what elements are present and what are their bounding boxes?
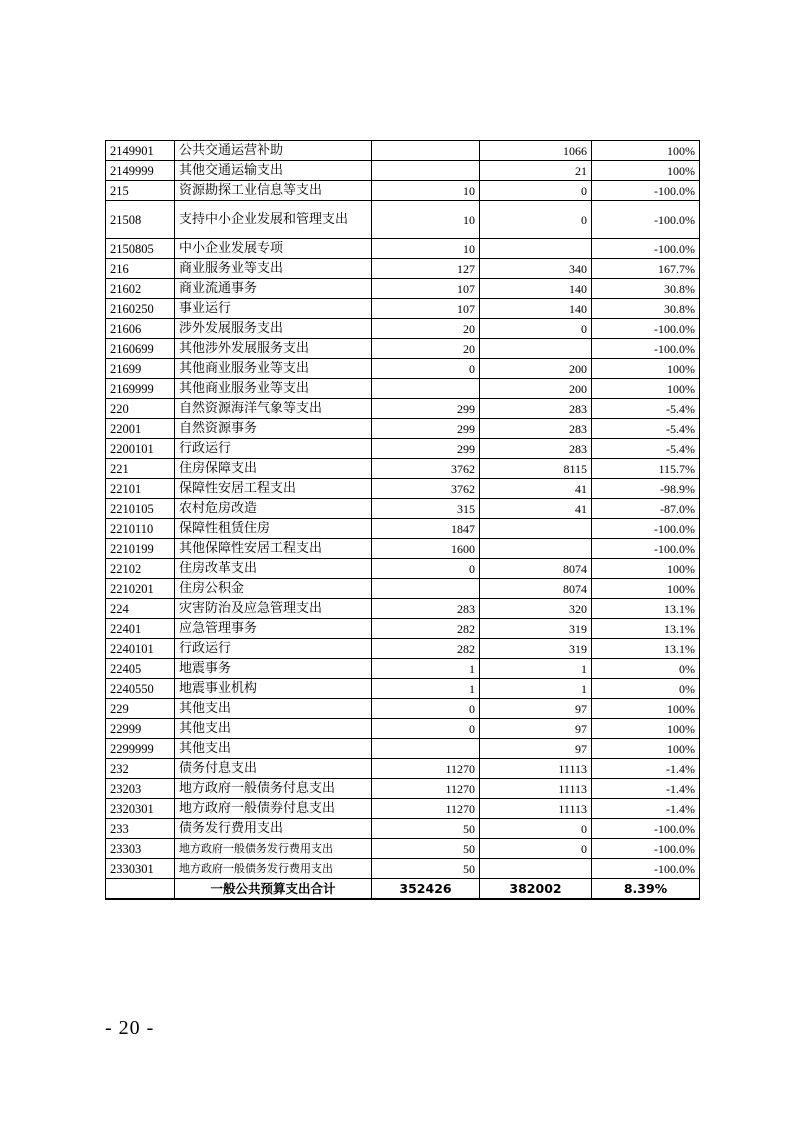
- item-code-cell: 23303: [106, 839, 175, 859]
- current-year-value-cell: 140: [480, 279, 592, 299]
- growth-rate-cell: 100%: [592, 379, 700, 399]
- prior-year-value-cell: 20: [372, 319, 480, 339]
- item-code-cell: 21508: [106, 201, 175, 239]
- growth-rate-cell: -1.4%: [592, 799, 700, 819]
- prior-year-value-cell: 107: [372, 279, 480, 299]
- current-year-value-cell: [480, 539, 592, 559]
- current-year-value-cell: [480, 859, 592, 879]
- item-name-cell: 中小企业发展专项: [175, 239, 372, 259]
- prior-year-value-cell: 0: [372, 719, 480, 739]
- growth-rate-cell: 100%: [592, 559, 700, 579]
- item-name-cell: 地震事务: [175, 659, 372, 679]
- current-year-value-cell: 283: [480, 419, 592, 439]
- item-code-cell: 2210110: [106, 519, 175, 539]
- current-year-value-cell: 340: [480, 259, 592, 279]
- growth-rate-cell: 100%: [592, 359, 700, 379]
- item-code-cell: 22405: [106, 659, 175, 679]
- item-code-cell: 2160699: [106, 339, 175, 359]
- table-row: [106, 759, 700, 779]
- current-year-value-cell: 200: [480, 379, 592, 399]
- prior-year-value-cell: 50: [372, 859, 480, 879]
- growth-rate-cell: 100%: [592, 699, 700, 719]
- table-row: [106, 279, 700, 299]
- current-year-value-cell: 8074: [480, 579, 592, 599]
- item-code-cell: 2320301: [106, 799, 175, 819]
- item-name-cell: 其他商业服务业等支出: [175, 359, 372, 379]
- prior-year-value-cell: 127: [372, 259, 480, 279]
- item-code-cell: 216: [106, 259, 175, 279]
- total-growth-rate-cell: 8.39%: [592, 879, 700, 900]
- item-code-cell: 21699: [106, 359, 175, 379]
- table-row: [106, 799, 700, 819]
- growth-rate-cell: 13.1%: [592, 639, 700, 659]
- item-name-cell: 资源勘探工业信息等支出: [175, 181, 372, 201]
- item-code-cell: 2299999: [106, 739, 175, 759]
- growth-rate-cell: -100.0%: [592, 239, 700, 259]
- item-name-cell: 保障性租赁住房: [175, 519, 372, 539]
- item-name-cell: 自然资源事务: [175, 419, 372, 439]
- item-name-cell: 其他支出: [175, 739, 372, 759]
- item-name-cell: 其他商业服务业等支出: [175, 379, 372, 399]
- table-row: [106, 739, 700, 759]
- item-code-cell: 2200101: [106, 439, 175, 459]
- growth-rate-cell: 167.7%: [592, 259, 700, 279]
- table-row: [106, 299, 700, 319]
- total-label-cell: 一般公共预算支出合计: [175, 879, 372, 900]
- current-year-value-cell: 140: [480, 299, 592, 319]
- prior-year-value-cell: 0: [372, 559, 480, 579]
- growth-rate-cell: -5.4%: [592, 419, 700, 439]
- total-current-year-cell: 382002: [480, 879, 592, 900]
- item-name-cell: 灾害防治及应急管理支出: [175, 599, 372, 619]
- current-year-value-cell: 320: [480, 599, 592, 619]
- prior-year-value-cell: 10: [372, 201, 480, 239]
- item-code-cell: 2240550: [106, 679, 175, 699]
- item-code-cell: 229: [106, 699, 175, 719]
- growth-rate-cell: 13.1%: [592, 619, 700, 639]
- item-name-cell: 保障性安居工程支出: [175, 479, 372, 499]
- growth-rate-cell: 30.8%: [592, 299, 700, 319]
- current-year-value-cell: 8074: [480, 559, 592, 579]
- current-year-value-cell: 21: [480, 161, 592, 181]
- table-row: [106, 579, 700, 599]
- prior-year-value-cell: 50: [372, 819, 480, 839]
- item-code-cell: 2169999: [106, 379, 175, 399]
- item-name-cell: 住房改革支出: [175, 559, 372, 579]
- table-row: [106, 719, 700, 739]
- item-code-cell: 2210201: [106, 579, 175, 599]
- table-row: [106, 779, 700, 799]
- table-row: [106, 559, 700, 579]
- growth-rate-cell: -100.0%: [592, 859, 700, 879]
- table-row: [106, 439, 700, 459]
- prior-year-value-cell: 11270: [372, 799, 480, 819]
- current-year-value-cell: 8115: [480, 459, 592, 479]
- current-year-value-cell: [480, 519, 592, 539]
- growth-rate-cell: -87.0%: [592, 499, 700, 519]
- prior-year-value-cell: 299: [372, 439, 480, 459]
- item-name-cell: 其他保障性安居工程支出: [175, 539, 372, 559]
- item-code-cell: 22101: [106, 479, 175, 499]
- prior-year-value-cell: 0: [372, 699, 480, 719]
- growth-rate-cell: -100.0%: [592, 339, 700, 359]
- prior-year-value-cell: 1600: [372, 539, 480, 559]
- growth-rate-cell: 30.8%: [592, 279, 700, 299]
- table-row: [106, 379, 700, 399]
- prior-year-value-cell: 299: [372, 399, 480, 419]
- item-name-cell: 农村危房改造: [175, 499, 372, 519]
- growth-rate-cell: 100%: [592, 161, 700, 181]
- growth-rate-cell: -100.0%: [592, 201, 700, 239]
- table-row: [106, 859, 700, 879]
- item-name-cell: 住房公积金: [175, 579, 372, 599]
- current-year-value-cell: 0: [480, 839, 592, 859]
- item-name-cell: 行政运行: [175, 639, 372, 659]
- current-year-value-cell: 97: [480, 699, 592, 719]
- current-year-value-cell: 1: [480, 679, 592, 699]
- table-row: [106, 639, 700, 659]
- item-code-cell: 22001: [106, 419, 175, 439]
- page-number: - 20 -: [105, 1017, 155, 1039]
- table-row: [106, 259, 700, 279]
- prior-year-value-cell: [372, 141, 480, 161]
- growth-rate-cell: 13.1%: [592, 599, 700, 619]
- item-code-cell: 224: [106, 599, 175, 619]
- item-code-cell: 2210105: [106, 499, 175, 519]
- prior-year-value-cell: 299: [372, 419, 480, 439]
- current-year-value-cell: 11113: [480, 759, 592, 779]
- growth-rate-cell: -100.0%: [592, 839, 700, 859]
- table-row: [106, 699, 700, 719]
- prior-year-value-cell: 1: [372, 679, 480, 699]
- growth-rate-cell: 100%: [592, 739, 700, 759]
- item-name-cell: 其他支出: [175, 719, 372, 739]
- prior-year-value-cell: 11270: [372, 779, 480, 799]
- prior-year-value-cell: [372, 739, 480, 759]
- table-row: [106, 539, 700, 559]
- item-name-cell: 应急管理事务: [175, 619, 372, 639]
- item-code-cell: 2160250: [106, 299, 175, 319]
- item-name-cell: 公共交通运营补助: [175, 141, 372, 161]
- total-row: [106, 879, 700, 900]
- current-year-value-cell: 1066: [480, 141, 592, 161]
- table-row: [106, 519, 700, 539]
- current-year-value-cell: 1: [480, 659, 592, 679]
- item-code-cell: 22401: [106, 619, 175, 639]
- item-code-cell: 2330301: [106, 859, 175, 879]
- item-name-cell: 债务付息支出: [175, 759, 372, 779]
- item-code-cell: 2149901: [106, 141, 175, 161]
- prior-year-value-cell: 10: [372, 181, 480, 201]
- item-code-cell: 233: [106, 819, 175, 839]
- current-year-value-cell: 319: [480, 639, 592, 659]
- item-name-cell: 自然资源海洋气象等支出: [175, 399, 372, 419]
- prior-year-value-cell: 107: [372, 299, 480, 319]
- table-body: [106, 141, 700, 900]
- prior-year-value-cell: 0: [372, 359, 480, 379]
- current-year-value-cell: 0: [480, 819, 592, 839]
- prior-year-value-cell: 283: [372, 599, 480, 619]
- item-code-cell: 21602: [106, 279, 175, 299]
- growth-rate-cell: -1.4%: [592, 759, 700, 779]
- current-year-value-cell: 11113: [480, 799, 592, 819]
- prior-year-value-cell: 11270: [372, 759, 480, 779]
- growth-rate-cell: 0%: [592, 659, 700, 679]
- prior-year-value-cell: [372, 579, 480, 599]
- item-name-cell: 地方政府一般债务发行费用支出: [175, 859, 372, 879]
- item-code-cell: 220: [106, 399, 175, 419]
- current-year-value-cell: 97: [480, 739, 592, 759]
- current-year-value-cell: 0: [480, 319, 592, 339]
- prior-year-value-cell: 315: [372, 499, 480, 519]
- item-name-cell: 地方政府一般债务付息支出: [175, 779, 372, 799]
- current-year-value-cell: 0: [480, 201, 592, 239]
- growth-rate-cell: -98.9%: [592, 479, 700, 499]
- growth-rate-cell: 100%: [592, 719, 700, 739]
- item-name-cell: 行政运行: [175, 439, 372, 459]
- prior-year-value-cell: [372, 161, 480, 181]
- item-code-cell: 21606: [106, 319, 175, 339]
- current-year-value-cell: 319: [480, 619, 592, 639]
- item-code-cell: 2149999: [106, 161, 175, 181]
- item-code-cell: 232: [106, 759, 175, 779]
- item-code-cell: 2240101: [106, 639, 175, 659]
- item-code-cell: 22102: [106, 559, 175, 579]
- item-name-cell: 其他涉外发展服务支出: [175, 339, 372, 359]
- table-row: [106, 619, 700, 639]
- total-code-cell: [106, 879, 175, 900]
- table-row: [106, 181, 700, 201]
- current-year-value-cell: 41: [480, 499, 592, 519]
- item-name-cell: 住房保障支出: [175, 459, 372, 479]
- growth-rate-cell: 115.7%: [592, 459, 700, 479]
- item-name-cell: 其他支出: [175, 699, 372, 719]
- growth-rate-cell: -5.4%: [592, 399, 700, 419]
- current-year-value-cell: 283: [480, 439, 592, 459]
- item-name-cell: 地方政府一般债券付息支出: [175, 799, 372, 819]
- table-row: [106, 419, 700, 439]
- table-row: [106, 479, 700, 499]
- table-row: [106, 599, 700, 619]
- growth-rate-cell: 100%: [592, 579, 700, 599]
- prior-year-value-cell: 10: [372, 239, 480, 259]
- table-row: [106, 201, 700, 239]
- growth-rate-cell: -100.0%: [592, 519, 700, 539]
- table-row: [106, 679, 700, 699]
- table-row: [106, 459, 700, 479]
- growth-rate-cell: -100.0%: [592, 539, 700, 559]
- item-name-cell: 其他交通运输支出: [175, 161, 372, 181]
- growth-rate-cell: -100.0%: [592, 181, 700, 201]
- item-name-cell: 地方政府一般债务发行费用支出: [175, 839, 372, 859]
- item-name-cell: 地震事业机构: [175, 679, 372, 699]
- current-year-value-cell: [480, 239, 592, 259]
- current-year-value-cell: 283: [480, 399, 592, 419]
- table-row: [106, 839, 700, 859]
- table-row: [106, 819, 700, 839]
- prior-year-value-cell: 282: [372, 619, 480, 639]
- table-row: [106, 239, 700, 259]
- table-row: [106, 141, 700, 161]
- item-code-cell: 221: [106, 459, 175, 479]
- item-name-cell: 事业运行: [175, 299, 372, 319]
- current-year-value-cell: 11113: [480, 779, 592, 799]
- item-name-cell: 商业流通事务: [175, 279, 372, 299]
- prior-year-value-cell: 1847: [372, 519, 480, 539]
- item-name-cell: 债务发行费用支出: [175, 819, 372, 839]
- item-name-cell: 商业服务业等支出: [175, 259, 372, 279]
- prior-year-value-cell: 282: [372, 639, 480, 659]
- current-year-value-cell: 0: [480, 181, 592, 201]
- table-row: [106, 319, 700, 339]
- item-code-cell: 23203: [106, 779, 175, 799]
- growth-rate-cell: -100.0%: [592, 319, 700, 339]
- table-row: [106, 359, 700, 379]
- budget-expenditure-table: [105, 140, 700, 900]
- prior-year-value-cell: 50: [372, 839, 480, 859]
- item-code-cell: 215: [106, 181, 175, 201]
- table-row: [106, 339, 700, 359]
- current-year-value-cell: 41: [480, 479, 592, 499]
- growth-rate-cell: 100%: [592, 141, 700, 161]
- growth-rate-cell: -100.0%: [592, 819, 700, 839]
- item-code-cell: 2210199: [106, 539, 175, 559]
- growth-rate-cell: 0%: [592, 679, 700, 699]
- table-row: [106, 659, 700, 679]
- item-code-cell: 22999: [106, 719, 175, 739]
- current-year-value-cell: 97: [480, 719, 592, 739]
- table-row: [106, 399, 700, 419]
- prior-year-value-cell: 1: [372, 659, 480, 679]
- item-code-cell: 2150805: [106, 239, 175, 259]
- table-row: [106, 161, 700, 181]
- item-name-cell: 支持中小企业发展和管理支出: [175, 201, 372, 239]
- current-year-value-cell: 200: [480, 359, 592, 379]
- current-year-value-cell: [480, 339, 592, 359]
- growth-rate-cell: -5.4%: [592, 439, 700, 459]
- prior-year-value-cell: 3762: [372, 479, 480, 499]
- total-prior-year-cell: 352426: [372, 879, 480, 900]
- prior-year-value-cell: 20: [372, 339, 480, 359]
- item-name-cell: 涉外发展服务支出: [175, 319, 372, 339]
- prior-year-value-cell: 3762: [372, 459, 480, 479]
- growth-rate-cell: -1.4%: [592, 779, 700, 799]
- table-row: [106, 499, 700, 519]
- prior-year-value-cell: [372, 379, 480, 399]
